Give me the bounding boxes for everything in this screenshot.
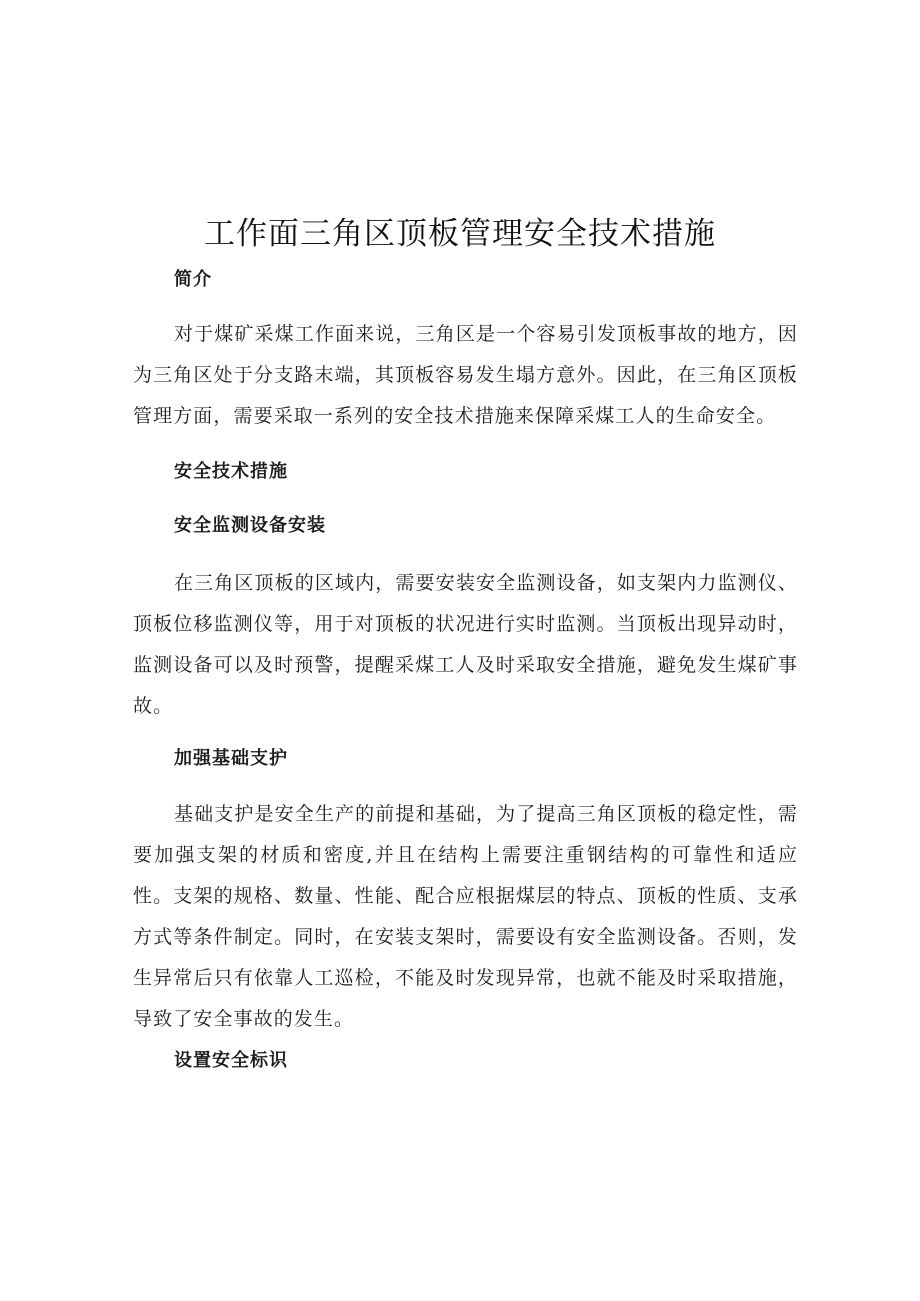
section-heading-intro: 简介: [174, 269, 212, 290]
paragraph-monitoring-install: 在三角区顶板的区域内，需要安装安全监测设备，如支架内力监测仪、顶板位移监测仪等，用于对顶板的状况进行实时监测。当顶板出现异动时，监测设备可以及时预警，提醒采煤工人及时采取安全措施，避免发生煤矿事故。: [133, 572, 798, 717]
paragraph-foundation-support: 基础支护是安全生产的前提和基础，为了提高三角区顶板的稳定性，需要加强支架的材质和密度,并且在结构上需要注重钢结构的可靠性和适应性。支架的规格、数量、性能、配合应根据煤层的特点、顶板的性质、支承方式等条件制定。同时，在安装支架时，需要设有安全监测设备。否则，发生异常后只有依靠人工巡检，不能及时发现异常，也就不能及时采取措施，导致了安全事故的发生。: [133, 803, 798, 1030]
paragraph-intro: 对于煤矿采煤工作面来说，三角区是一个容易引发顶板事故的地方，因为三角区处于分支路末端，其顶板容易发生塌方意外。因此，在三角区顶板管理方面，需要采取一系列的安全技术措施来保障采煤工人的生命安全。: [133, 323, 798, 427]
section-heading-monitoring-install: 安全监测设备安装: [174, 515, 326, 536]
section-heading-foundation-support: 加强基础支护: [174, 748, 288, 769]
section-heading-safety-measures: 安全技术措施: [174, 461, 288, 482]
section-heading-safety-signs: 设置安全标识: [174, 1050, 288, 1071]
document-title: 工作面三角区顶板管理安全技术措施: [204, 216, 716, 252]
